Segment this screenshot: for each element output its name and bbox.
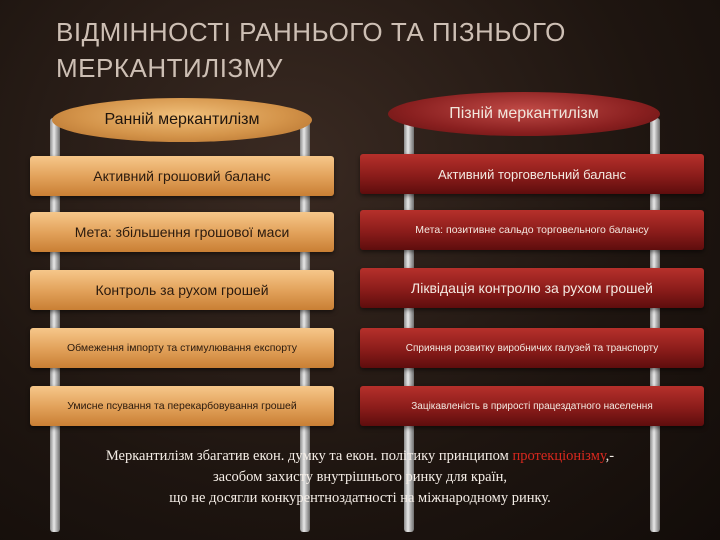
early-mercantilism-header: Ранній меркантилізм — [52, 98, 312, 142]
slide-title: ВІДМІННОСТІ РАННЬОГО ТА ПІЗНЬОГО МЕРКАНТИЛІЗМУ — [56, 17, 566, 83]
footer-line-3: що не досягли конкурентноздатності на міжнародному ринку. — [169, 490, 551, 506]
right-item-2: Мета: позитивне сальдо торговельного балансу — [360, 210, 704, 250]
left-item-3: Контроль за рухом грошей — [30, 270, 334, 310]
left-item-4: Обмеження імпорту та стимулювання експорту — [30, 328, 334, 368]
footer-line-2: засобом захисту внутрішнього ринку для країн, — [212, 469, 508, 485]
protectionism-highlight: протекціонізму — [512, 448, 606, 464]
footer-part2: ,- — [605, 448, 615, 464]
right-item-1: Активний торговельний баланс — [360, 154, 704, 194]
right-item-5: Зацікавленість в прирості працездатного населення — [360, 386, 704, 426]
right-item-3: Ліквідація контролю за рухом грошей — [360, 268, 704, 308]
left-item-5: Умисне псування та перекарбовування грошей — [30, 386, 334, 426]
footer-line-1 — [14, 446, 706, 467]
late-mercantilism-header: Пізній меркантилізм — [388, 92, 660, 136]
footer-part1: Меркантилізм збагатив екон. думку та екон. політику принципом — [105, 448, 513, 464]
right-item-4: Сприяння розвитку виробничих галузей та транспорту — [360, 328, 704, 368]
footer-text — [14, 446, 706, 509]
left-item-1: Активний грошовий баланс — [30, 156, 334, 196]
left-item-2: Мета: збільшення грошової маси — [30, 212, 334, 252]
